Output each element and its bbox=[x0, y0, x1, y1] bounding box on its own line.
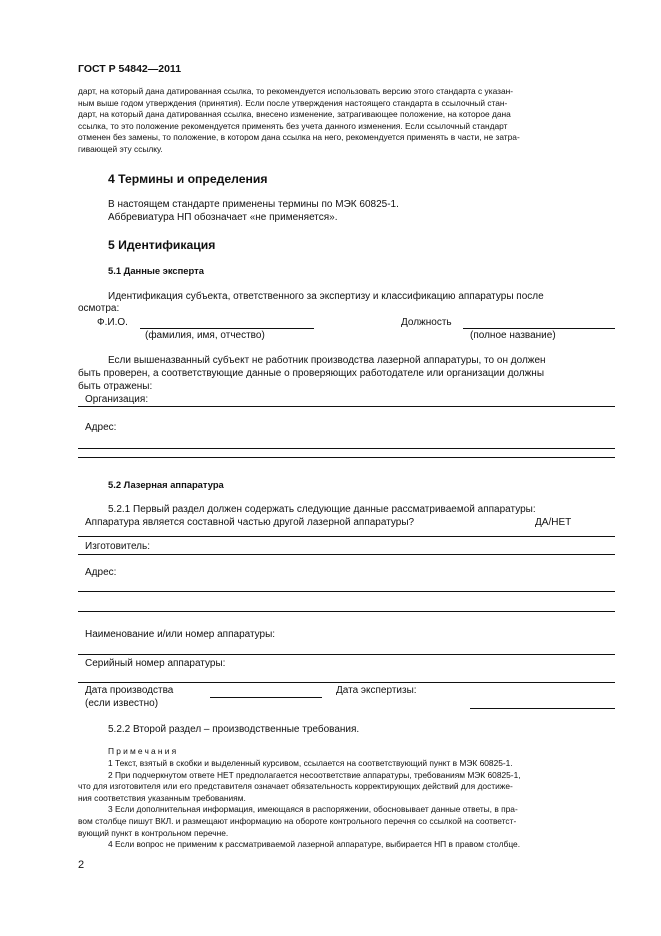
note-2-line: ния соответствия указанным требованиям. bbox=[78, 792, 246, 803]
note-3-line: вом столбце пишут ВКЛ. и размещают информацию на обороте контрольного перечня со ссылкой на соответст- bbox=[78, 815, 517, 826]
position-hint: (полное название) bbox=[470, 330, 556, 341]
expert-address-field-line-2[interactable] bbox=[78, 457, 615, 458]
notes-heading: Примечания bbox=[108, 746, 179, 756]
verification-note-line: быть проверен, а соответствующие данные о проверяющих работодателе или организации должны bbox=[78, 368, 545, 379]
paragraph-5-2-1: 5.2.1 Первый раздел должен содержать следующие данные рассматриваемой аппаратуры: bbox=[108, 504, 536, 515]
yes-no-answer[interactable]: ДА/НЕТ bbox=[535, 517, 572, 528]
fio-field-line[interactable] bbox=[140, 328, 314, 329]
manufacturer-field-line[interactable] bbox=[78, 554, 615, 555]
exam-date-label: Дата экспертизы: bbox=[336, 685, 417, 696]
expert-address-field-line[interactable] bbox=[78, 448, 615, 449]
section-5-title: 5 Идентификация bbox=[108, 238, 216, 252]
verification-note-line: быть отражены: bbox=[78, 381, 153, 392]
organization-label: Организация: bbox=[85, 394, 149, 405]
manufacturer-address-label: Адрес: bbox=[85, 567, 117, 578]
section-4-paragraph-1: В настоящем стандарте применены термины по МЭК 60825-1. bbox=[108, 199, 399, 210]
note-2-line: 2 При подчеркнутом ответе НЕТ предполагается несоответствие аппаратуры, требованиям МЭК 60825-1, bbox=[108, 769, 521, 780]
intro-line: дарт, на который дана датированная ссылка, внесено изменение, затрагивающее положение, на которое дана bbox=[78, 109, 511, 120]
page-number: 2 bbox=[78, 859, 85, 871]
expert-address-label: Адрес: bbox=[85, 422, 117, 433]
intro-line: ным выше годом утверждения (принятия). Если после утверждения настоящего стандарта в ссылочный стан- bbox=[78, 97, 508, 108]
serial-number-label: Серийный номер аппаратуры: bbox=[85, 658, 226, 669]
equipment-name-label: Наименование и/или номер аппаратуры: bbox=[85, 629, 276, 640]
note-3-line: вующий пункт в контрольном перечне. bbox=[78, 827, 229, 838]
organization-field-line[interactable] bbox=[78, 406, 615, 407]
serial-number-field-line[interactable] bbox=[78, 682, 615, 683]
notes-block bbox=[78, 758, 615, 851]
document-id: ГОСТ Р 54842—2011 bbox=[78, 63, 182, 75]
exam-date-field-line[interactable] bbox=[470, 708, 615, 709]
production-date-hint: (если известно) bbox=[85, 698, 159, 709]
component-question: Аппаратура является составной частью другой лазерной аппаратуры? bbox=[85, 517, 415, 528]
production-date-field-line[interactable] bbox=[210, 697, 322, 698]
position-label: Должность bbox=[401, 317, 452, 328]
intro-line: ссылка, то это положение рекомендуется применять без учета данного изменения. Если ссылочный стандарт bbox=[78, 120, 508, 131]
equipment-name-field-line[interactable] bbox=[78, 654, 615, 655]
production-date-label: Дата производства bbox=[85, 685, 174, 696]
intro-line: дарт, на который дана датированная ссылка, то рекомендуется использовать версию этого стандарта с указан- bbox=[78, 86, 514, 96]
note-3-line: 3 Если дополнительная информация, имеющаяся в распоряжении, обосновывает данные ответы, в пра- bbox=[108, 804, 518, 815]
intro-paragraph bbox=[78, 86, 614, 156]
expert-intro-line: Идентификация субъекта, ответственного за экспертизу и классификацию аппаратуры после bbox=[108, 291, 544, 302]
fio-label: Ф.И.О. bbox=[97, 317, 128, 328]
fio-hint: (фамилия, имя, отчество) bbox=[145, 330, 265, 341]
manufacturer-label: Изготовитель: bbox=[85, 541, 150, 552]
intro-line: гивающей эту ссылку. bbox=[78, 143, 163, 154]
manufacturer-address-field-line-2[interactable] bbox=[78, 611, 615, 612]
question-separator-line bbox=[78, 536, 615, 537]
intro-line: отменен без замены, то положение, в котором дана ссылка на него, рекомендуется применять в части, не затра- bbox=[78, 132, 520, 143]
manufacturer-address-field-line[interactable] bbox=[78, 591, 615, 592]
section-4-title: 4 Термины и определения bbox=[108, 172, 268, 186]
verification-note-line: Если вышеназванный субъект не работник производства лазерной аппаратуры, то он должен bbox=[108, 355, 546, 366]
note-4: 4 Если вопрос не применим к рассматриваемой лазерной аппаратуре, выбирается НП в правом столбце. bbox=[108, 839, 521, 850]
section-4-paragraph-2: Аббревиатура НП обозначает «не применяется». bbox=[108, 212, 338, 223]
section-5-1-title: 5.1 Данные эксперта bbox=[108, 265, 204, 276]
expert-intro-line: осмотра: bbox=[78, 303, 120, 314]
paragraph-5-2-2: 5.2.2 Второй раздел – производственные требования. bbox=[108, 724, 360, 735]
note-1: 1 Текст, взятый в скобки и выделенный курсивом, ссылается на соответствующий пункт в МЭК 60825-1. bbox=[108, 758, 513, 768]
position-field-line[interactable] bbox=[463, 328, 615, 329]
note-2-line: что для изготовителя или его представителя означает обязательность корректирующих действий для достиже- bbox=[78, 781, 513, 792]
section-5-2-title: 5.2 Лазерная аппаратура bbox=[108, 479, 224, 490]
